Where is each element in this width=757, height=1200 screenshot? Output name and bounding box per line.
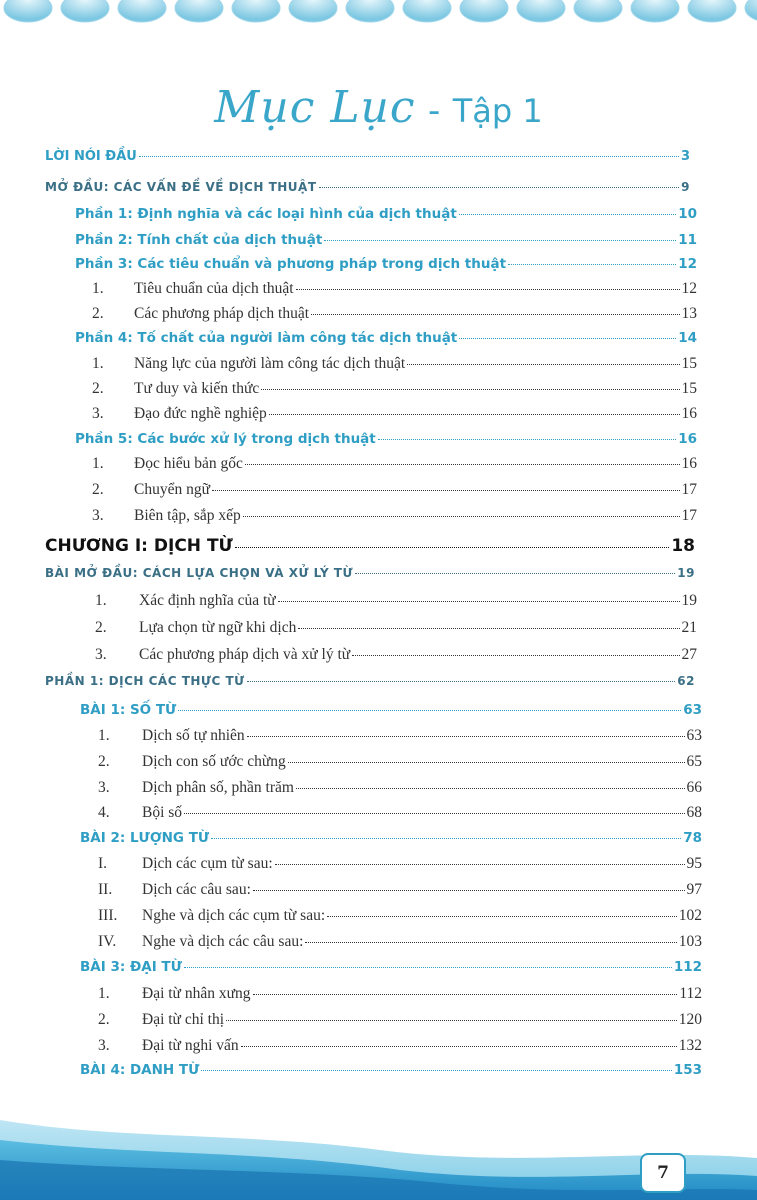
toc-number: 3. <box>95 646 107 663</box>
dot-leader <box>327 916 677 917</box>
toc-page: 68 <box>686 804 702 821</box>
dot-leader <box>212 490 680 491</box>
toc-number: 2. <box>98 1011 110 1028</box>
toc-number: 1. <box>92 280 104 297</box>
toc-page: 17 <box>681 481 697 498</box>
toc-label: MỞ ĐẦU: CÁC VẤN ĐỀ VỀ DỊCH THUẬT <box>45 180 317 194</box>
toc-page: 17 <box>681 507 697 524</box>
toc-label: CHƯƠNG I: DỊCH TỪ <box>45 536 233 556</box>
toc-entry[interactable] <box>75 206 697 222</box>
dot-leader <box>311 314 679 315</box>
dot-leader <box>269 414 680 415</box>
dot-leader <box>296 289 680 290</box>
toc-page: 62 <box>677 674 695 688</box>
toc-label: BÀI 1: SỐ TỪ <box>80 702 177 718</box>
toc-number: 3. <box>98 1037 110 1054</box>
toc-page: 65 <box>686 753 702 770</box>
toc-label: Dịch các cụm từ sau: <box>142 855 273 872</box>
toc-label: BÀI MỞ ĐẦU: CÁCH LỰA CHỌN VÀ XỬ LÝ TỪ <box>45 566 354 580</box>
dot-leader <box>139 156 679 157</box>
toc-page: 63 <box>683 702 702 718</box>
toc-number: 1. <box>92 455 104 472</box>
dot-leader <box>184 967 672 968</box>
toc-label: Nghe và dịch các cụm từ sau: <box>142 907 326 924</box>
toc-page: 97 <box>686 881 702 898</box>
toc-entry[interactable] <box>98 727 702 745</box>
toc-entry[interactable] <box>95 619 697 637</box>
dot-leader <box>459 214 676 215</box>
toc-label: Dịch số tự nhiên <box>142 727 245 744</box>
toc-number: 1. <box>98 727 110 744</box>
toc-number: 3. <box>92 405 104 422</box>
toc-entry[interactable] <box>92 507 697 525</box>
dot-leader <box>324 240 676 241</box>
toc-page: 112 <box>673 959 702 975</box>
toc-label: Các phương pháp dịch và xử lý từ <box>139 646 351 663</box>
toc-label: Năng lực của người làm công tác dịch thuật <box>134 355 406 372</box>
dot-leader <box>247 736 685 737</box>
toc-page: 16 <box>678 431 697 447</box>
dot-leader <box>253 994 678 995</box>
toc-page: 112 <box>679 985 702 1002</box>
toc-entry[interactable] <box>95 646 697 664</box>
toc-label: Xác định nghĩa của từ <box>139 592 276 609</box>
toc-label: Đại từ chỉ thị <box>142 1011 225 1028</box>
toc-label: Bội số <box>142 804 183 821</box>
dot-leader <box>253 890 685 891</box>
toc-page: 14 <box>678 330 697 346</box>
dot-leader <box>352 655 679 656</box>
dot-leader <box>226 1020 677 1021</box>
toc-label: Tiêu chuẩn của dịch thuật <box>134 280 294 297</box>
toc-entry[interactable] <box>75 330 697 346</box>
toc-entry[interactable] <box>80 959 702 975</box>
toc-page: 19 <box>677 566 695 580</box>
toc-label: Các phương pháp dịch thuật <box>134 305 310 322</box>
toc-number: 2. <box>98 753 110 770</box>
toc-entry[interactable] <box>92 355 697 373</box>
toc-page: 66 <box>686 779 702 796</box>
toc-entry[interactable] <box>92 380 697 398</box>
toc-number: 4. <box>98 804 110 821</box>
title-volume: Tập 1 <box>452 92 543 130</box>
toc-page: 12 <box>681 280 697 297</box>
toc-entry[interactable] <box>75 232 697 248</box>
toc-label: Biên tập, sắp xếp <box>134 507 241 524</box>
toc-label: Phần 2: Tính chất của dịch thuật <box>75 232 323 248</box>
toc-label: LỜI NÓI ĐẦU <box>45 149 137 164</box>
toc-entry[interactable] <box>98 753 702 771</box>
toc-page: 18 <box>671 536 695 556</box>
toc-number: IV. <box>98 933 117 950</box>
toc-entry[interactable] <box>98 985 702 1003</box>
toc-page: 12 <box>678 256 697 272</box>
toc-page: 13 <box>681 305 697 322</box>
toc-page: 15 <box>681 380 697 397</box>
toc-page: 19 <box>681 592 697 609</box>
dot-leader <box>459 338 676 339</box>
toc-entry[interactable] <box>75 431 697 447</box>
toc-entry[interactable] <box>45 149 690 164</box>
toc-label: Dịch con số ước chừng <box>142 753 286 770</box>
toc-entry[interactable] <box>98 881 702 899</box>
toc-number: I. <box>98 855 108 872</box>
toc-entry[interactable] <box>98 1011 702 1029</box>
toc-entry[interactable] <box>45 180 690 194</box>
toc-entry[interactable] <box>98 933 702 951</box>
toc-page: 103 <box>678 933 702 950</box>
toc-page: 27 <box>681 646 697 663</box>
toc-number: II. <box>98 881 113 898</box>
dot-leader <box>378 439 676 440</box>
toc-label: BÀI 4: DANH TỪ <box>80 1062 200 1078</box>
toc-entry[interactable] <box>98 804 702 822</box>
toc-page: 21 <box>681 619 697 636</box>
toc-label: Nghe và dịch các câu sau: <box>142 933 304 950</box>
toc-page: 11 <box>678 232 697 248</box>
toc-number: 1. <box>95 592 107 609</box>
toc-page: 15 <box>681 355 697 372</box>
toc-label: Phần 3: Các tiêu chuẩn và phương pháp trong dịch thuật <box>75 256 507 272</box>
toc-number: III. <box>98 907 118 924</box>
toc-page: 9 <box>681 180 690 194</box>
toc-entry[interactable] <box>92 280 697 298</box>
toc-label: Phần 5: Các bước xử lý trong dịch thuật <box>75 431 376 447</box>
dot-leader <box>298 628 679 629</box>
toc-entry[interactable] <box>45 674 695 688</box>
toc-entry[interactable] <box>98 1037 702 1055</box>
dot-leader <box>201 1070 671 1071</box>
toc-entry[interactable] <box>45 536 695 556</box>
toc-label: Phần 1: Định nghĩa và các loại hình của dịch thuật <box>75 206 457 222</box>
toc-entry[interactable] <box>98 779 702 797</box>
title-separator: - <box>427 91 441 131</box>
toc-label: Phần 4: Tố chất của người làm công tác dịch thuật <box>75 330 458 346</box>
dot-leader <box>178 710 681 711</box>
toc-label: Tư duy và kiến thức <box>134 380 260 397</box>
toc-page: 3 <box>680 149 690 164</box>
toc-entry[interactable] <box>80 702 702 718</box>
toc-entry[interactable] <box>92 405 697 423</box>
toc-label: Đạo đức nghề nghiệp <box>134 405 267 422</box>
toc-entry[interactable] <box>75 256 697 272</box>
toc-label: Đọc hiểu bản gốc <box>134 455 243 472</box>
dot-leader <box>245 464 680 465</box>
dot-leader <box>275 864 685 865</box>
dot-leader <box>211 838 681 839</box>
toc-number: 1. <box>98 985 110 1002</box>
page-number: 7 <box>640 1153 686 1193</box>
toc-page: 153 <box>673 1062 702 1078</box>
toc-page: 63 <box>686 727 702 744</box>
toc-label: Đại từ nhân xưng <box>142 985 251 1002</box>
dot-leader <box>243 516 680 517</box>
toc-entry[interactable] <box>80 830 702 846</box>
toc-number: 3. <box>98 779 110 796</box>
dot-leader <box>296 788 685 789</box>
toc-label: BÀI 3: ĐẠI TỪ <box>80 959 182 975</box>
dot-leader <box>235 547 670 548</box>
dot-leader <box>355 573 675 574</box>
toc-label: Dịch phân số, phần trăm <box>142 779 294 796</box>
toc-entry[interactable] <box>92 305 697 323</box>
toc-page: 78 <box>683 830 702 846</box>
toc-entry[interactable] <box>92 455 697 473</box>
toc-page: 132 <box>678 1037 702 1054</box>
toc-entry[interactable] <box>98 855 702 873</box>
toc-number: 2. <box>92 481 104 498</box>
toc-page: 16 <box>681 405 697 422</box>
toc-label: Chuyển ngữ <box>134 481 210 498</box>
toc-page: 16 <box>681 455 697 472</box>
toc-page: 95 <box>686 855 702 872</box>
dot-leader <box>247 681 676 682</box>
toc-entry[interactable] <box>95 592 697 610</box>
dot-leader <box>508 264 676 265</box>
dot-leader <box>288 762 685 763</box>
toc-entry[interactable] <box>98 907 702 925</box>
dot-leader <box>407 364 679 365</box>
toc-number: 3. <box>92 507 104 524</box>
toc-label: PHẦN 1: DỊCH CÁC THỰC TỪ <box>45 674 245 688</box>
toc-entry[interactable] <box>80 1062 702 1078</box>
toc-entry[interactable] <box>45 566 695 580</box>
dot-leader <box>241 1046 677 1047</box>
title-script: Mục Lục <box>214 82 416 133</box>
toc-number: 1. <box>92 355 104 372</box>
toc-page: 120 <box>678 1011 702 1028</box>
dot-leader <box>305 942 676 943</box>
toc-page: 10 <box>678 206 697 222</box>
dot-leader <box>278 601 680 602</box>
toc-label: Đại từ nghi vấn <box>142 1037 239 1054</box>
dot-leader <box>184 813 684 814</box>
toc-page: 102 <box>678 907 702 924</box>
toc-label: Lựa chọn từ ngữ khi dịch <box>139 619 297 636</box>
toc-label: BÀI 2: LƯỢNG TỪ <box>80 830 210 846</box>
toc-number: 2. <box>95 619 107 636</box>
toc-entry[interactable] <box>92 481 697 499</box>
toc-number: 2. <box>92 380 104 397</box>
dot-leader <box>261 389 679 390</box>
dot-leader <box>319 187 680 188</box>
toc-number: 2. <box>92 305 104 322</box>
toc-label: Dịch các câu sau: <box>142 881 251 898</box>
